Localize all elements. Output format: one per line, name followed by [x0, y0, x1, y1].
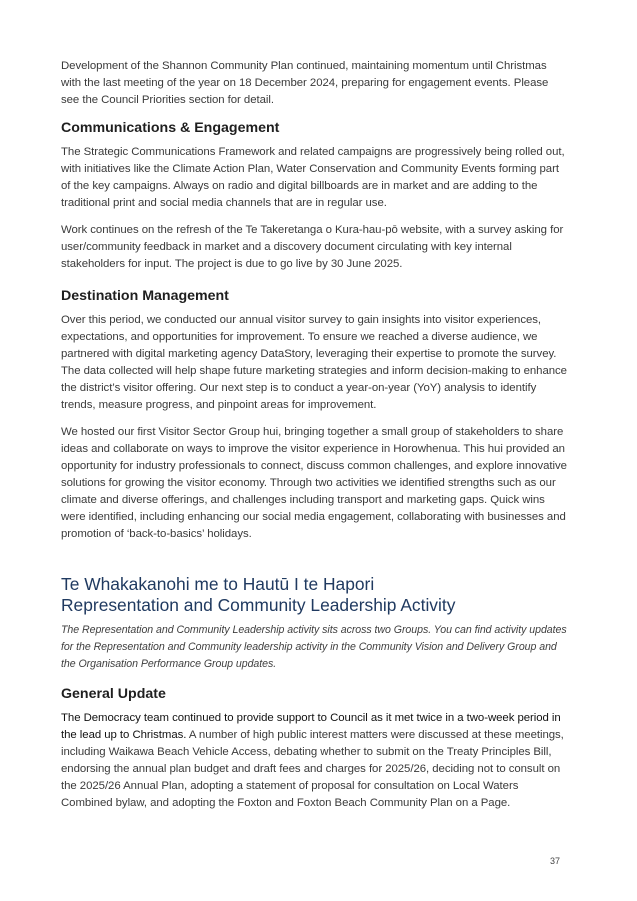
communications-paragraph-1: The Strategic Communications Framework and related campaigns are progressively being rolled out, with initiatives like the Climate Action Plan, Water Conservation and Community Events forming part of the key campaigns. Always on radio and digital billboards are in market and are adding to the traditional print and social media channels that are in regular use. [61, 146, 565, 209]
destination-paragraph-1: Over this period, we conducted our annual visitor survey to gain insights into visitor experiences, expectations, and opportunities for improvement. To ensure we reached a diverse audience, we partnered with digital marketing agency DataStory, leveraging their expertise to promote the survey. The data collected will help shape future marketing strategies and inform decision-making to enhance the district’s visitor offering. Our next step is to conduct a year-on-year (YoY) analysis to identify trends, measure progress, and pinpoint areas for improvement. [61, 314, 567, 411]
activity-title-english: Representation and Community Leadership Activity [61, 595, 456, 615]
communications-heading: Communications & Engagement [61, 120, 280, 136]
page-content [61, 58, 569, 812]
activity-title-maori: Te Whakakanohi me to Hautū I te Hapori [61, 574, 375, 594]
general-update-body: A number of high public interest matters were discussed at these meetings, including Waikawa Beach Vehicle Access, debating whether to submit on the Treaty Principles Bill, endorsing the annual plan budget and draft fees and charges for 2025/26, deciding not to consult on the 2025/26 Annual Plan, adopting a statement of proposal for consultation on Local Waters Combined bylaw, and adopting the Foxton and Foxton Beach Community Plan on a Page. [61, 729, 564, 809]
destination-paragraph-2: We hosted our first Visitor Sector Group hui, bringing together a small group of stakeholders to share ideas and collaborate on ways to improve the visitor experience in Horowhenua. This hui provided an opportunity for industry professionals to connect, discuss common challenges, and explore innovative solutions for growing the visitor economy. Through two activities we identified strengths such as our climate and diverse offerings, and challenges including transport and marketing gaps. Quick wins were identified, including enhancing our social media engagement, collaborating with businesses and promotion of ‘back-to-basics’ holidays. [61, 426, 567, 540]
general-update-heading: General Update [61, 686, 166, 702]
communications-paragraph-2: Work continues on the refresh of the Te Takeretanga o Kura-hau-pō website, with a survey asking for user/community feedback in market and a discovery document circulating with key internal stakeholders for input. The project is due to go live by 30 June 2025. [61, 224, 564, 270]
destination-heading: Destination Management [61, 288, 229, 304]
activity-intro: The Representation and Community Leadership activity sits across two Groups. You can find activity updates for the Representation and Community leadership activity in the Community Vision and Delivery Group and the Organisation Performance Group updates. [61, 624, 567, 670]
general-update-paragraph [61, 710, 569, 812]
intro-paragraph: Development of the Shannon Community Plan continued, maintaining momentum until Christmas with the last meeting of the year on 18 December 2024, preparing for engagement events. Please see the Council Priorities section for detail. [61, 60, 549, 106]
page-number: 37 [550, 856, 561, 866]
general-update-lead: The Democracy team continued to provide support to Council as it met twice in a two-week period in the lead up to Christmas. [61, 712, 561, 741]
activity-title [61, 574, 569, 616]
